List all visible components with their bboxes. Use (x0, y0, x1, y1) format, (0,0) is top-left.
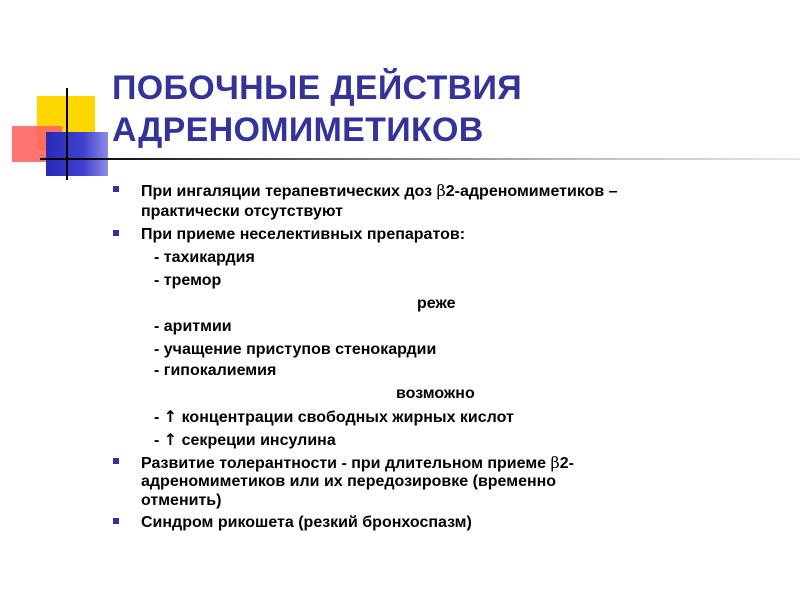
text-segment: - (154, 409, 164, 426)
sub-item-insulin (154, 431, 336, 449)
bullet-4: Синдром рикошета (резкий бронхоспазм) (141, 514, 472, 531)
text-segment: Развитие толерантности - при длительном приеме (141, 455, 551, 472)
bullet-marker (113, 458, 119, 464)
text-segment: секреции инсулина (177, 432, 336, 449)
text-segment: - (154, 432, 164, 449)
beta-symbol: β (436, 181, 446, 200)
sub-item-fatty-acids (154, 408, 514, 426)
bullet-marker (113, 518, 119, 524)
title-line-2: АДРЕНОМИМЕТИКОВ (112, 111, 484, 149)
beta-symbol: β (550, 453, 560, 472)
bullet-3-line-3: отменить) (141, 492, 222, 509)
sub-item-angina: - учащение приступов стенокардии (154, 341, 437, 358)
text-segment: 2-адреномиметиков – (445, 183, 618, 200)
sub-item-hypokalemia: - гипокалиемия (154, 362, 277, 379)
text-segment: концентрации свободных жирных кислот (177, 409, 514, 426)
text-segment: При ингаляции терапевтических доз (141, 183, 437, 200)
bullet-3-line-2: адреномиметиков или их передозировке (временно (141, 473, 557, 490)
bullet-1-line-1 (141, 182, 618, 200)
arrow-up-icon: ↑ (163, 430, 178, 449)
sub-item-tachycardia: - тахикардия (154, 249, 255, 266)
bullet-2: При приеме неселективных препаратов: (141, 226, 466, 243)
sub-item-tremor: - тремор (154, 272, 222, 289)
bullet-1-line-2: практически отсутствуют (141, 203, 343, 220)
arrow-up-icon: ↑ (163, 407, 178, 426)
title-line-1: ПОБОЧНЫЕ ДЕЙСТВИЯ (112, 69, 522, 107)
bullet-marker (113, 186, 119, 192)
sub-item-arrhythmia: - аритмии (154, 318, 232, 335)
bullet-marker (113, 230, 119, 236)
bullet-3-line-1 (141, 454, 574, 472)
text-segment: 2- (559, 455, 574, 472)
note-rare: реже (417, 295, 456, 312)
note-possible: возможно (396, 385, 475, 402)
